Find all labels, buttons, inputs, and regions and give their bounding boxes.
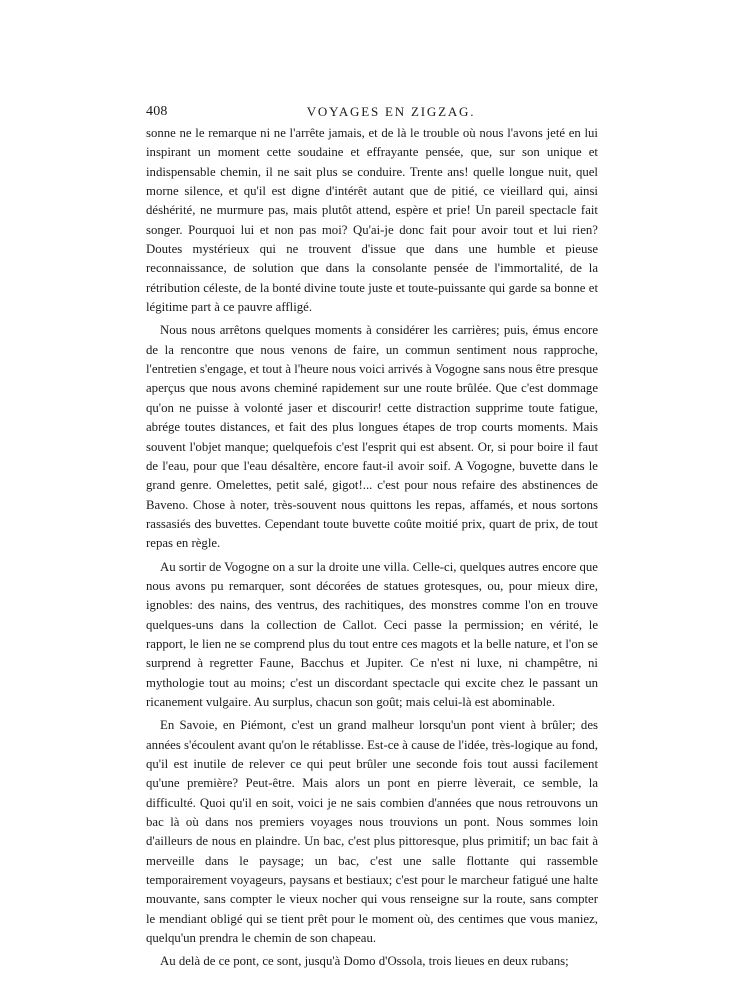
paragraph: Au delà de ce pont, ce sont, jusqu'à Domo d'Ossola, trois lieues en deux rubans; bbox=[160, 954, 569, 969]
paragraph: Au sortir de Vogogne on a sur la droite une villa. Celle-ci, quelques autres encore que nous avons pu remarquer, sont décorées de statues grotesques, ou, pour mieux dire, ignobles: des nains, des ventrus, des rachitiques, des monstres comme l'on en trouve quelques-uns dans la collection de Callot. Ceci passe la permission; en vérité, le rapport, le lien ne se comprend plus du tout entre ces magots et la belle nature, et l'on se surprend à regretter Faune, Bacchus et Jupiter. Ce n'est ni luxe, ni champêtre, ni mythologie tout au moins; c'est un discordant spectacle qui excite chez le passant un ricanement vulgaire. Au surplus, chacun son goût; mais celui-là est abominable. bbox=[146, 559, 598, 709]
paragraph: En Savoie, en Piémont, c'est un grand malheur lorsqu'un pont vient à brûler; des années s'écoulent avant qu'on le rétablisse. Est-ce à cause de l'idée, très-logique au fond, qu'il est inutile de relever ce qui peut brûler une seconde fois tout aussi facilement qu'une première? Peut-être. Mais alors un pont en pierre lèverait, ce semble, la difficulté. Quoi qu'il en soit, voici je ne sais combien d'années que nous retrouvons un bac là où dans nos premiers voyages nous trouvions un pont. Nous sommes loin d'ailleurs de nous en plaindre. Un bac, c'est plus pittoresque, plus primitif; un bac fait à merveille dans le paysage; un bac, c'est une salle flottante qui rassemble temporairement voyageurs, paysans et bestiaux; c'est pour le marcheur fatigué une halte mouvante, sans compter le vieux nocher qui vous renseigne sur la route, sans compter le mendiant obligé qui se tient prêt pour le moment où, des centimes que vous maniez, quelqu'un prendra le chemin de son chapeau. bbox=[146, 718, 598, 946]
running-title: VOYAGES EN ZIGZAG. bbox=[306, 104, 476, 119]
paragraph-continued: sonne ne le remarque ni ne l'arrête jamais, et de là le trouble où nous l'avons jeté en lui inspirant un moment cette soudaine et effrayante pensée, que, sur son unique et indispensable chemin, il ne sait plus se conduire. Trente ans! quelle longue nuit, quel morne silence, et qu'il est digne d'intérêt autant que de pitié, ce vieillard qui, ainsi déshérité, ne murmure pas, mais plutôt attend, espère et prie! Un pareil spectacle fait songer. Pourquoi lui et non pas moi? Qu'ai-je donc fait pour avoir tout et lui rien? Doutes mystérieux qui ne trouvent d'issue que dans une humble et pieuse reconnaissance, de solution que dans la consolante pensée de l'immortalité, de la rétribution céleste, de la bonté divine toute juste et toute-puissante qui garde sa bonne et légitime part à ce pauvre affligé. bbox=[146, 126, 598, 315]
page-number: 408 bbox=[146, 104, 168, 119]
paragraph: Nous nous arrêtons quelques moments à considérer les carrières; puis, émus encore de la rencontre que nous venons de faire, un commun sentiment nous rapproche, l'entretien s'engage, et tout à l'heure nous voici arrivés à Vogogne sans nous être presque aperçus que nous avons cheminé rapidement sur une route brûlée. Que c'est dommage qu'on ne puisse à volonté jaser et discourir! cette distraction supprime toute fatigue, abrége toutes distances, et fait des plus longues étapes de trop courts moments. Mais souvent l'objet manque; quelquefois c'est l'esprit qui est absent. Or, si pour boire il faut de l'eau, pour que l'eau désaltère, encore faut-il avoir soif. A Vogogne, buvette dans le grand genre. Omelettes, petit salé, gigot!... c'est pour nous refaire des abstinences de Baveno. Chose à noter, très-souvent nous quittons les repas, affamés, et nous sortons rassasiés des buvettes. Cependant toute buvette coûte moitié prix, quart de prix, de tout repas en règle. bbox=[146, 323, 598, 551]
page-header bbox=[146, 104, 598, 124]
body-text bbox=[146, 124, 598, 976]
